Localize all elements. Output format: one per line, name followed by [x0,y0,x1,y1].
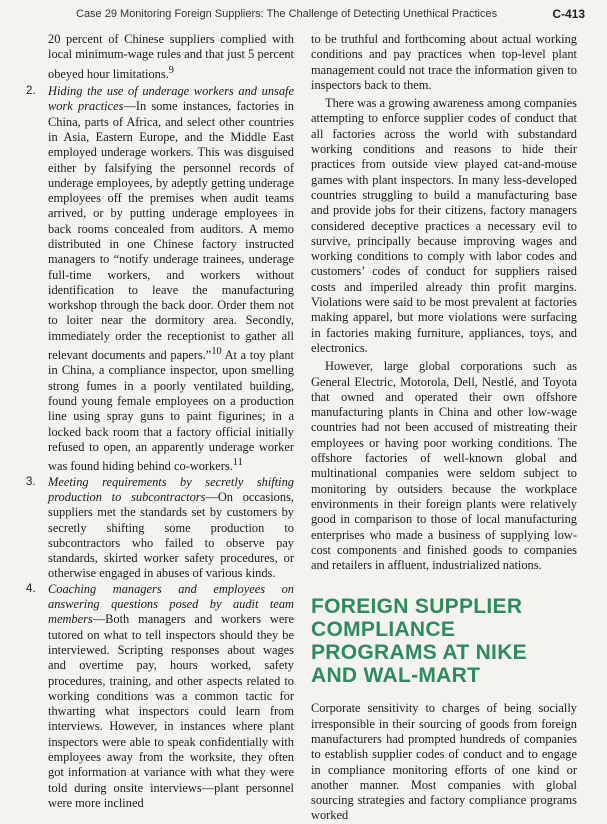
item-title: Meeting requirements by secretly shifting production to subcontractors [48,474,294,504]
item-number: 3. [26,475,36,488]
body-paragraph: There was a growing awareness among companies attempting to enforce supplier codes of conduct that all factories across the world with substandard working conditions and reasons to hide their practices from outside view played cat-and-mouse games with plant inspectors. In many less-developed countries struggling to build a manufacturing base and provide jobs for their citizens, factory managers considered deceptive practices a necessary evil to survive, principally because improving wages and working conditions to comply with labor codes and customers’ codes of conduct for suppliers raised costs and imperiled already thin profit margins. Violations were said to be most prevalent at factories making apparel, but more violations were surfacing in factories making furniture, appliances, toys, and electronics. [311,96,577,355]
item-text: —In some instances, factories in China, parts of Africa, and select other countries in Asia, Eastern Europe, and the Middle East employed underage workers. This was disguised either by falsifying the personnel records of underage employees, by adeptly getting underage employees off the premises when audit teams arrived, or by putting underage employees in back rooms concealed from auditors. A memo distributed in one Chinese factory instructed managers to “notify underage trainees, underage full-time workers, and workers without identification to leave the manufacturing workshop through the back door. Order them not to loiter near the dormitory area. Secondly, immediately order the receptionist to gather all relevant documents and papers.” [48,99,294,363]
item-number: 2. [26,85,36,98]
footnote-ref: 9 [168,64,174,76]
footnote-ref: 11 [232,457,243,469]
section-paragraph: Corporate sensitivity to charges of being socially irresponsible in their sourcing of goods from foreign manufacturers had prompted hundreds of companies to establish supplier codes of conduct and to engage in compliance monitoring efforts of one kind or another manner. Most companies with global sourcing strategies and factory compliance programs worked [311,701,577,823]
page-number: C-413 [552,7,585,21]
body-paragraph: However, large global corporations such as General Electric, Motorola, Dell, Nestlé, and Toyota that owned and operated their own offshore manufacturing plants in China and other low-wage countries had not been accused of mistreating their employees or having poor working conditions. The offshore factories of well-known global and multinational companies were seldom subject to monitoring by outsiders because the workplace environments in their foreign plants were relatively good in comparison to those of local manufacturing enterprises who made a business of supplying low-cost components and finished goods to companies and retailers in affluent, industrialized nations. [311,359,577,573]
item-title: Hiding the use of underage workers and unsafe work practices [48,84,294,114]
item-text-cont: At a toy plant in China, a compliance inspector, upon smelling strong fumes in a poorly ventilated building, found young female employees on a production line using spray guns to paint figurines; in a locked back room that a factory official initially refused to open, an apparently underage worker was found hiding behind co-workers. [48,348,294,474]
list-item-2 [26,84,294,475]
list-item-4 [26,582,294,811]
footnote-ref: 10 [211,346,222,358]
left-column [26,32,294,811]
continuation-paragraph: to be truthful and forthcoming about actual working conditions and pay practices when top-level plant management could not trace the information given to inspectors back to them. [311,32,577,92]
item-number: 4. [26,582,36,595]
right-column [311,32,577,824]
list-item-3 [26,475,294,582]
section-heading: FOREIGN SUPPLIER COMPLIANCE PROGRAMS AT NIKE AND WAL-MART [311,595,527,688]
lead-paragraph: 20 percent of Chinese suppliers complied with local minimum-wage rules and that just 5 percent obeyed hour limitations.$^9$ [48,32,294,81]
item-text: —Both managers and workers were tutored on what to tell inspectors should they be interviewed. Scripting responses about wages and overtime pay, hours worked, safety procedures, training, and other aspects related to working conditions was a common tactic for thwarting what inspectors could learn from interviews. However, in instances where plant inspectors were able to speak confidentially with employees away from the worksite, they often got information at variance with what they were told during onsite interviews—plant personnel were more inclined [48,612,294,810]
running-head: Case 29 Monitoring Foreign Suppliers: The Challenge of Detecting Unethical Practices [76,8,498,20]
item-text: —On occasions, suppliers met the standards set by customers by secretly shifting some production to subcontractors who failed to observe pay standards, skirted worker safety procedures, or otherwise engaged in abuses of various kinds. [48,489,294,581]
item-title: Coaching managers and employees on answering questions posed by audit team members [48,581,294,627]
